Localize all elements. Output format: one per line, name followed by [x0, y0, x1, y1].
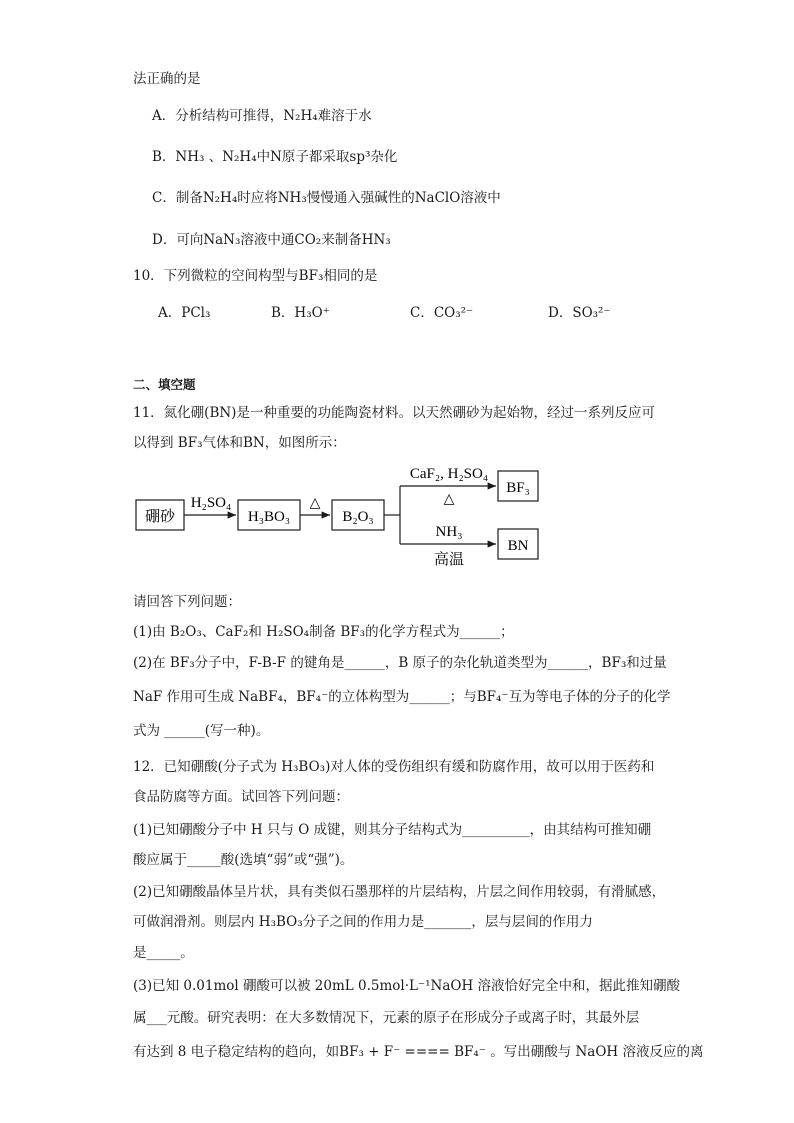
q10-option-a: A．PCl₃ [158, 305, 211, 321]
q12-line-4: 酸应属于_____酸(选填“弱”或“强”)。 [133, 852, 354, 868]
arrow-2-label: △ [309, 496, 321, 511]
q11-sub2-line-3: 式为 ______(写一种)。 [133, 723, 270, 739]
upper-bottom-label: △ [443, 492, 455, 507]
upper-top-label: CaF₂, H₂SO₄ [409, 466, 489, 482]
q12-line-10: 有达到 8 电子稳定结构的趋向，如BF₃ + F⁻ ==== BF₄⁻ 。写出硼酸与 NaOH 溶液反应的离 [133, 1044, 704, 1060]
q12-line-2: 食品防腐等方面。试回答下列问题： [133, 789, 349, 805]
q10-stem: 10．下列微粒的空间构型与BF₃相同的是 [133, 268, 378, 284]
section-title: 二、填空题 [133, 377, 196, 392]
q9-option-a: A．分析结构可推得，N₂H₄难溶于水 [152, 108, 372, 124]
arrow-1-label: H₂SO₄ [190, 495, 232, 511]
q11-sub2-line-2: NaF 作用可生成 NaBF₄，BF₄⁻的立体构型为______；与BF₄⁻互为等电子体的分子的化学 [133, 689, 671, 705]
q11-line-2: 以得到 BF₃气体和BN，如图所示： [133, 435, 346, 451]
lower-bottom-label: 高温 [433, 552, 465, 568]
q10-option-c: C．CO₃²⁻ [410, 305, 474, 321]
q12-line-7: 是_____。 [133, 945, 194, 961]
q10-option-d: D．SO₃²⁻ [548, 305, 611, 321]
q12-line-3: (1)已知硼酸分子中 H 只与 O 成键，则其分子结构式为__________，由其结构可推知硼 [133, 822, 652, 838]
h3bo3-label: H₃BO₃ [247, 509, 291, 525]
q12-line-1: 12．已知硼酸(分子式为 H₃BO₃)对人体的受伤组织有缓和防腐作用，故可以用于医药和 [133, 759, 655, 775]
q12-line-9: 属___元酸。研究表明：在大多数情况下，元素的原子在形成分子或离子时，其最外层 [133, 1010, 640, 1026]
borax-label: 硼砂 [144, 509, 176, 525]
q12-line-6: 可做润滑剂。则层内 H₃BO₃分子之间的作用力是_______，层与层间的作用力 [133, 914, 593, 930]
q9-option-b: B．NH₃ 、N₂H₄中N原子都采取sp³杂化 [152, 149, 398, 165]
lower-top-label: NH₃ [435, 524, 463, 540]
b2o3-label: B₂O₃ [342, 509, 374, 525]
q9-option-d: D．可向NaN₃溶液中通CO₂来制备HN₃ [152, 232, 391, 248]
q9-tail: 法正确的是 [133, 71, 201, 87]
q12-line-5: (2)已知硼酸晶体呈片状，具有类似石墨那样的片层结构，片层之间作用较弱，有滑腻感， [133, 884, 666, 900]
q10-option-b: B．H₃O⁺ [271, 305, 330, 321]
q9-option-c: C．制备N₂H₄时应将NH₃慢慢通入强碱性的NaClO溶液中 [152, 190, 501, 206]
q11-sub1: (1)由 B₂O₃、CaF₂和 H₂SO₄制备 BF₃的化学方程式为______； [133, 624, 514, 640]
bn-label: BN [507, 538, 529, 554]
q11-line-1: 11．氮化硼(BN)是一种重要的功能陶瓷材料。以天然硼砂为起始物，经过一系列反应可 [133, 405, 655, 421]
q12-line-8: (3)已知 0.01mol 硼酸可以被 20mL 0.5mol·L⁻¹NaOH 溶液恰好完全中和，据此推知硼酸 [133, 978, 681, 994]
q11-sub2-line-1: (2)在 BF₃分子中，F-B-F 的键角是______，B 原子的杂化轨道类型为______，BF₃和过量 [133, 655, 667, 671]
bf3-label: BF₃ [506, 480, 530, 496]
reaction-flow-diagram [128, 458, 548, 576]
q11-prompt: 请回答下列问题： [133, 594, 241, 610]
